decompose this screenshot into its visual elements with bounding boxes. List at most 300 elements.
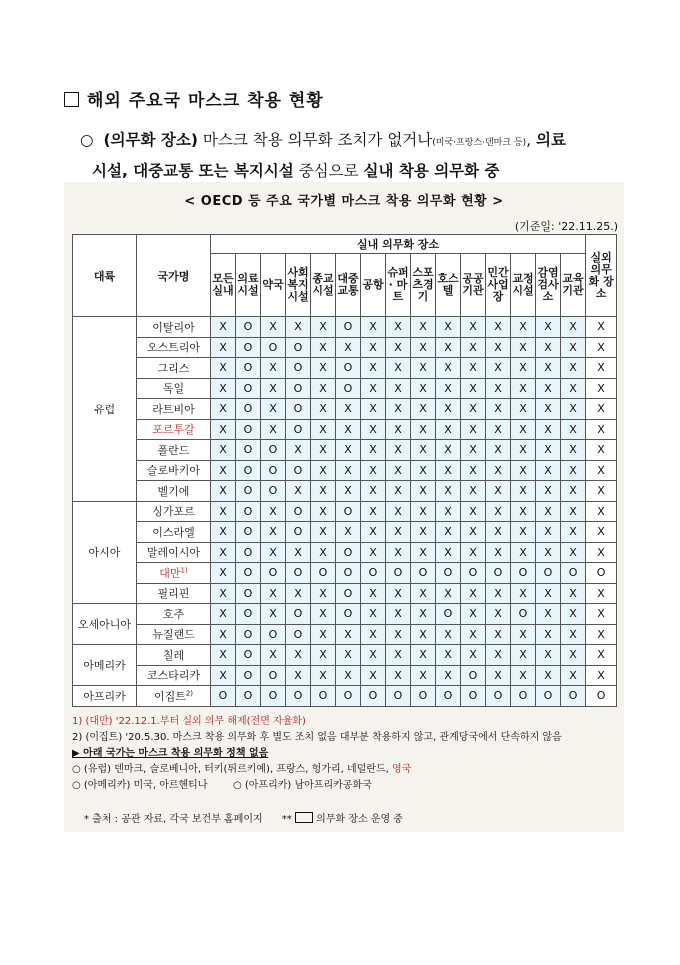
mandate-cell: X xyxy=(211,665,236,686)
mandate-cell: X xyxy=(461,501,486,522)
mandate-cell: X xyxy=(361,481,386,502)
mandate-cell: X xyxy=(261,604,286,625)
mandate-cell: O xyxy=(236,583,261,604)
mandate-cell: O xyxy=(286,563,311,584)
mandate-cell: X xyxy=(511,665,536,686)
mandate-cell: O xyxy=(436,563,461,584)
table-row xyxy=(73,317,617,338)
mandate-cell: X xyxy=(561,378,586,399)
mandate-cell: X xyxy=(311,624,336,645)
mandate-cell: X xyxy=(561,542,586,563)
mandate-cell: X xyxy=(486,501,511,522)
mandate-cell: O xyxy=(236,317,261,338)
mandate-cell: O xyxy=(336,378,361,399)
mandate-cell: O xyxy=(261,481,286,502)
mandate-cell: O xyxy=(236,665,261,686)
mandate-cell: X xyxy=(361,440,386,461)
mandate-cell: X xyxy=(361,624,386,645)
mandate-cell: X xyxy=(386,378,411,399)
country-cell: 대만$^{1)}$ xyxy=(137,563,211,584)
mandate-cell: X xyxy=(511,337,536,358)
mandate-cell: X xyxy=(561,460,586,481)
table-row xyxy=(73,358,617,379)
mandate-cell: X xyxy=(311,665,336,686)
mandate-cell: X xyxy=(461,399,486,420)
continent-cell: 아메리카 xyxy=(73,645,137,686)
mandate-cell: X xyxy=(511,583,536,604)
mandate-cell: O xyxy=(536,563,561,584)
country-cell: 말레이시아 xyxy=(137,542,211,563)
mandate-cell: X xyxy=(211,501,236,522)
mandate-cell: X xyxy=(311,317,336,338)
mandate-cell: X xyxy=(361,522,386,543)
mandate-cell: O xyxy=(261,686,286,707)
mandate-cell: X xyxy=(361,399,386,420)
mandate-cell: X xyxy=(336,665,361,686)
mandate-cell: X xyxy=(536,317,561,338)
mandate-cell: X xyxy=(561,604,586,625)
mandate-cell: O xyxy=(236,501,261,522)
header-indoor: 실내 의무화 장소 xyxy=(211,235,586,254)
header-place: 종교 시설 xyxy=(311,254,336,317)
mandate-cell: X xyxy=(336,337,361,358)
mandate-cell: O xyxy=(236,358,261,379)
table-row xyxy=(73,604,617,625)
country-cell: 오스트리아 xyxy=(137,337,211,358)
mandate-cell: O xyxy=(286,358,311,379)
mandate-cell: X xyxy=(536,645,561,666)
mandate-cell: X xyxy=(211,337,236,358)
mandate-cell: X xyxy=(361,317,386,338)
mandate-cell: X xyxy=(486,542,511,563)
mandate-cell: X xyxy=(411,583,436,604)
continent-cell: 유럽 xyxy=(73,317,137,502)
mandate-cell: X xyxy=(486,522,511,543)
mandate-cell: X xyxy=(586,419,617,440)
mandate-cell: O xyxy=(261,337,286,358)
mandate-cell: O xyxy=(286,522,311,543)
mandate-cell: X xyxy=(311,645,336,666)
mandate-cell: O xyxy=(336,317,361,338)
mandate-cell: X xyxy=(211,542,236,563)
table-row xyxy=(73,337,617,358)
mandate-cell: X xyxy=(336,419,361,440)
header-place: 대중 교통 xyxy=(336,254,361,317)
checkbox-square-icon xyxy=(64,92,79,107)
mandate-cell: X xyxy=(386,522,411,543)
mandate-cell: X xyxy=(586,317,617,338)
no-policy-title: ▶ 아래 국가는 마스크 착용 의무화 정책 없음 xyxy=(72,748,269,759)
mandate-cell: X xyxy=(361,583,386,604)
mandate-cell: X xyxy=(511,542,536,563)
mandate-cell: X xyxy=(361,604,386,625)
mandate-cell: X xyxy=(461,542,486,563)
country-cell: 그리스 xyxy=(137,358,211,379)
mandate-cell: X xyxy=(561,522,586,543)
mandate-cell: X xyxy=(286,583,311,604)
header-place: 스포츠경기 xyxy=(411,254,436,317)
mandate-cell: X xyxy=(411,419,436,440)
mandate-cell: X xyxy=(486,378,511,399)
mandate-cell: O xyxy=(336,542,361,563)
mandate-cell: O xyxy=(511,604,536,625)
country-cell: 포르투갈 xyxy=(137,419,211,440)
mandate-cell: X xyxy=(311,358,336,379)
mandate-cell: X xyxy=(386,542,411,563)
mandate-cell: O xyxy=(311,563,336,584)
mandate-cell: X xyxy=(411,645,436,666)
note-1: 1) (대만) '22.12.1.부터 실외 의무 해제(전면 자율화) xyxy=(72,716,306,727)
mandate-cell: X xyxy=(536,399,561,420)
mandate-cell: X xyxy=(336,624,361,645)
mandate-cell: X xyxy=(436,399,461,420)
mandate-cell: X xyxy=(411,337,436,358)
mandate-cell: X xyxy=(286,317,311,338)
mandate-cell: X xyxy=(386,419,411,440)
mandate-cell: O xyxy=(336,501,361,522)
mandate-cell: X xyxy=(586,604,617,625)
mandate-cell: X xyxy=(561,419,586,440)
mandate-cell: X xyxy=(561,440,586,461)
mandate-cell: O xyxy=(236,542,261,563)
mandate-cell: O xyxy=(286,337,311,358)
mandate-cell: X xyxy=(536,337,561,358)
mandate-cell: X xyxy=(336,460,361,481)
mandate-cell: O xyxy=(236,604,261,625)
mandate-cell: O xyxy=(336,358,361,379)
mandate-cell: X xyxy=(486,604,511,625)
mandate-cell: O xyxy=(461,665,486,686)
mandate-cell: X xyxy=(436,481,461,502)
mandate-cell: X xyxy=(211,604,236,625)
mandate-cell: X xyxy=(586,399,617,420)
mandate-cell: X xyxy=(211,522,236,543)
mandate-cell: X xyxy=(586,542,617,563)
continent-cell: 오세아니아 xyxy=(73,604,137,645)
mandate-cell: X xyxy=(436,317,461,338)
mandate-cell: X xyxy=(411,481,436,502)
mandate-cell: O xyxy=(486,563,511,584)
mandate-cell: X xyxy=(361,665,386,686)
mandate-cell: X xyxy=(486,460,511,481)
mandate-cell: X xyxy=(211,419,236,440)
country-cell: 독일 xyxy=(137,378,211,399)
mandate-cell: X xyxy=(436,645,461,666)
header-place: 교육 기관 xyxy=(561,254,586,317)
mandate-cell: X xyxy=(436,337,461,358)
mandate-cell: X xyxy=(586,501,617,522)
mandate-cell: O xyxy=(286,460,311,481)
header-place: 호스텔 xyxy=(436,254,461,317)
mask-table-panel xyxy=(64,182,624,832)
mandate-cell: X xyxy=(461,419,486,440)
mandate-cell: X xyxy=(511,624,536,645)
mandate-cell: X xyxy=(261,419,286,440)
mandate-cell: O xyxy=(236,440,261,461)
mandate-cell: X xyxy=(211,563,236,584)
mandate-cell: X xyxy=(361,419,386,440)
country-cell: 뉴질랜드 xyxy=(137,624,211,645)
table-row xyxy=(73,399,617,420)
mandate-cell: X xyxy=(586,378,617,399)
mandate-cell: X xyxy=(311,378,336,399)
mandate-cell: X xyxy=(211,481,236,502)
continent-cell: 아시아 xyxy=(73,501,137,604)
mandate-cell: X xyxy=(461,481,486,502)
mandate-cell: X xyxy=(411,399,436,420)
footer: * 출처 : 공관 자료, 각국 보건부 홈페이지 ** 의무화 장소 운영 중 xyxy=(84,814,403,825)
mandate-cell: O xyxy=(336,583,361,604)
header-place: 사회 복지 시설 xyxy=(286,254,311,317)
mandate-cell: O xyxy=(286,419,311,440)
mandate-cell: X xyxy=(461,317,486,338)
mandate-cell: X xyxy=(461,522,486,543)
mandate-cell: X xyxy=(436,419,461,440)
mandate-cell: O xyxy=(411,686,436,707)
mandate-cell: X xyxy=(461,645,486,666)
mandate-cell: O xyxy=(461,563,486,584)
mandate-cell: O xyxy=(236,337,261,358)
mandate-cell: X xyxy=(386,399,411,420)
mandate-cell: X xyxy=(486,419,511,440)
mandate-cell: X xyxy=(561,399,586,420)
table-notes xyxy=(72,714,616,794)
mandate-cell: X xyxy=(311,460,336,481)
mandate-cell: O xyxy=(411,563,436,584)
mandate-cell: X xyxy=(486,337,511,358)
table-row xyxy=(73,522,617,543)
mandate-cell: X xyxy=(536,604,561,625)
mandate-cell: O xyxy=(236,686,261,707)
mandate-cell: X xyxy=(461,337,486,358)
mandate-cell: X xyxy=(211,645,236,666)
table-row xyxy=(73,686,617,707)
table-title: < OECD 등 주요 국가별 마스크 착용 의무화 현황 > xyxy=(184,194,504,209)
mandate-cell: O xyxy=(511,563,536,584)
mandate-cell: X xyxy=(261,522,286,543)
table-row xyxy=(73,624,617,645)
header-place: 교정 시설 xyxy=(511,254,536,317)
mandate-cell: X xyxy=(436,378,461,399)
mandate-cell: X xyxy=(561,337,586,358)
mandate-cell: X xyxy=(511,399,536,420)
mandate-cell: X xyxy=(586,440,617,461)
legend-box-icon xyxy=(295,812,313,823)
mandate-cell: X xyxy=(411,440,436,461)
mandate-cell: X xyxy=(486,317,511,338)
mandate-cell: O xyxy=(236,645,261,666)
mandate-cell: X xyxy=(586,460,617,481)
mandate-cell: O xyxy=(236,419,261,440)
mandate-cell: X xyxy=(361,645,386,666)
table-row xyxy=(73,583,617,604)
mandate-cell: X xyxy=(536,440,561,461)
mandate-cell: X xyxy=(511,378,536,399)
country-cell: 폴란드 xyxy=(137,440,211,461)
mandate-cell: O xyxy=(236,563,261,584)
mandate-cell: X xyxy=(261,583,286,604)
mandate-cell: X xyxy=(511,317,536,338)
mandate-cell: X xyxy=(436,624,461,645)
mandate-cell: O xyxy=(361,563,386,584)
mandate-cell: X xyxy=(536,481,561,502)
mandate-cell: X xyxy=(486,624,511,645)
mandate-cell: X xyxy=(586,337,617,358)
mandate-cell: O xyxy=(336,563,361,584)
mandate-cell: X xyxy=(486,481,511,502)
mandate-cell: X xyxy=(561,624,586,645)
mandate-cell: X xyxy=(511,419,536,440)
header-continent: 대륙 xyxy=(73,235,137,317)
mandate-cell: X xyxy=(386,481,411,502)
mandate-cell: X xyxy=(586,522,617,543)
mandate-cell: X xyxy=(336,399,361,420)
mandate-cell: X xyxy=(361,460,386,481)
mandate-cell: O xyxy=(536,686,561,707)
mandate-cell: X xyxy=(536,378,561,399)
mandate-cell: X xyxy=(436,501,461,522)
mandate-cell: X xyxy=(211,358,236,379)
mandate-cell: O xyxy=(286,686,311,707)
mandate-cell: X xyxy=(411,624,436,645)
mandate-cell: X xyxy=(536,542,561,563)
mandate-cell: X xyxy=(461,378,486,399)
mandate-cell: X xyxy=(311,542,336,563)
mandate-cell: X xyxy=(386,665,411,686)
mandate-cell: X xyxy=(511,645,536,666)
mandate-cell: X xyxy=(286,481,311,502)
header-place: 민간 사업장 xyxy=(486,254,511,317)
mandate-cell: X xyxy=(411,665,436,686)
mandate-cell: O xyxy=(586,686,617,707)
mandate-cell: O xyxy=(561,686,586,707)
mandate-cell: X xyxy=(561,317,586,338)
mandate-cell: O xyxy=(286,501,311,522)
mandate-cell: O xyxy=(261,624,286,645)
mandate-cell: X xyxy=(511,501,536,522)
note-2: 2) (이집트) '20.5.30. 마스크 착용 의무화 후 별도 조치 없음 대부분 착용하지 않고, 관계당국에서 단속하지 않음 xyxy=(72,732,562,743)
mandate-cell: O xyxy=(261,440,286,461)
mandate-cell: X xyxy=(461,624,486,645)
mandate-cell: X xyxy=(436,522,461,543)
country-cell: 호주 xyxy=(137,604,211,625)
mandate-cell: X xyxy=(561,358,586,379)
mandate-cell: X xyxy=(386,501,411,522)
mandate-cell: O xyxy=(386,686,411,707)
mandate-cell: X xyxy=(586,665,617,686)
mandate-cell: X xyxy=(311,399,336,420)
mandate-cell: X xyxy=(586,583,617,604)
mandate-cell: O xyxy=(336,686,361,707)
mandate-cell: X xyxy=(486,440,511,461)
mandate-cell: X xyxy=(261,317,286,338)
mandate-cell: O xyxy=(486,686,511,707)
mandate-cell: X xyxy=(536,665,561,686)
mandate-cell: X xyxy=(336,440,361,461)
mandate-cell: O xyxy=(361,686,386,707)
mandate-cell: X xyxy=(461,460,486,481)
section-heading: 해외 주요국 마스크 착용 현황 xyxy=(64,86,324,111)
mandate-cell: X xyxy=(211,378,236,399)
mandate-cell: O xyxy=(236,624,261,645)
mandate-cell: X xyxy=(536,624,561,645)
mandate-cell: O xyxy=(261,460,286,481)
mandate-cell: X xyxy=(286,645,311,666)
mandate-cell: O xyxy=(236,522,261,543)
mandate-cell: X xyxy=(311,440,336,461)
mandate-cell: O xyxy=(236,481,261,502)
mandate-cell: X xyxy=(486,399,511,420)
mandate-cell: X xyxy=(211,624,236,645)
mandate-cell: O xyxy=(336,604,361,625)
mandate-cell: X xyxy=(386,440,411,461)
mandate-cell: X xyxy=(461,583,486,604)
mandate-cell: X xyxy=(461,440,486,461)
mandate-cell: X xyxy=(461,604,486,625)
mandate-cell: X xyxy=(586,358,617,379)
mandate-cell: X xyxy=(436,358,461,379)
mandate-cell: O xyxy=(236,378,261,399)
mandate-cell: O xyxy=(436,604,461,625)
mandate-cell: X xyxy=(211,460,236,481)
no-policy-other: ○ (아메리카) 미국, 아르헨티나 ○ (아프리카) 남아프리카공화국 xyxy=(72,780,372,791)
mandate-cell: X xyxy=(561,583,586,604)
mandate-cell: O xyxy=(436,686,461,707)
mandate-cell: X xyxy=(511,358,536,379)
mandate-cell: X xyxy=(486,583,511,604)
mandate-cell: X xyxy=(561,501,586,522)
mandate-cell: X xyxy=(311,501,336,522)
table-row xyxy=(73,563,617,584)
mandate-cell: X xyxy=(461,358,486,379)
mandate-cell: X xyxy=(211,399,236,420)
country-cell: 벨기에 xyxy=(137,481,211,502)
country-cell: 싱가포르 xyxy=(137,501,211,522)
mandate-cell: X xyxy=(586,624,617,645)
mandate-cell: O xyxy=(286,399,311,420)
mandate-cell: X xyxy=(261,358,286,379)
header-outdoor: 실외 의무화 장소 xyxy=(586,235,617,317)
country-cell: 이탈리아 xyxy=(137,317,211,338)
country-cell: 이스라엘 xyxy=(137,522,211,543)
mandate-cell: X xyxy=(411,460,436,481)
header-country: 국가명 xyxy=(137,235,211,317)
mandate-cell: O xyxy=(261,665,286,686)
mandate-cell: X xyxy=(386,624,411,645)
mandate-cell: X xyxy=(286,440,311,461)
mandate-cell: O xyxy=(261,563,286,584)
table-row xyxy=(73,501,617,522)
table-row xyxy=(73,542,617,563)
mandate-cell: O xyxy=(236,399,261,420)
mandate-cell: X xyxy=(561,645,586,666)
mandate-cell: X xyxy=(411,358,436,379)
mandate-cell: X xyxy=(386,583,411,604)
mandate-cell: X xyxy=(536,419,561,440)
mandate-cell: O xyxy=(561,563,586,584)
mandate-cell: X xyxy=(311,481,336,502)
mandate-cell: X xyxy=(411,604,436,625)
mandate-cell: X xyxy=(411,378,436,399)
mandate-cell: X xyxy=(411,522,436,543)
table-row xyxy=(73,440,617,461)
table-row xyxy=(73,460,617,481)
mandate-cell: O xyxy=(511,686,536,707)
mandate-cell: X xyxy=(336,645,361,666)
country-cell: 코스타리카 xyxy=(137,665,211,686)
mandate-cell: X xyxy=(386,358,411,379)
mandate-cell: X xyxy=(411,542,436,563)
